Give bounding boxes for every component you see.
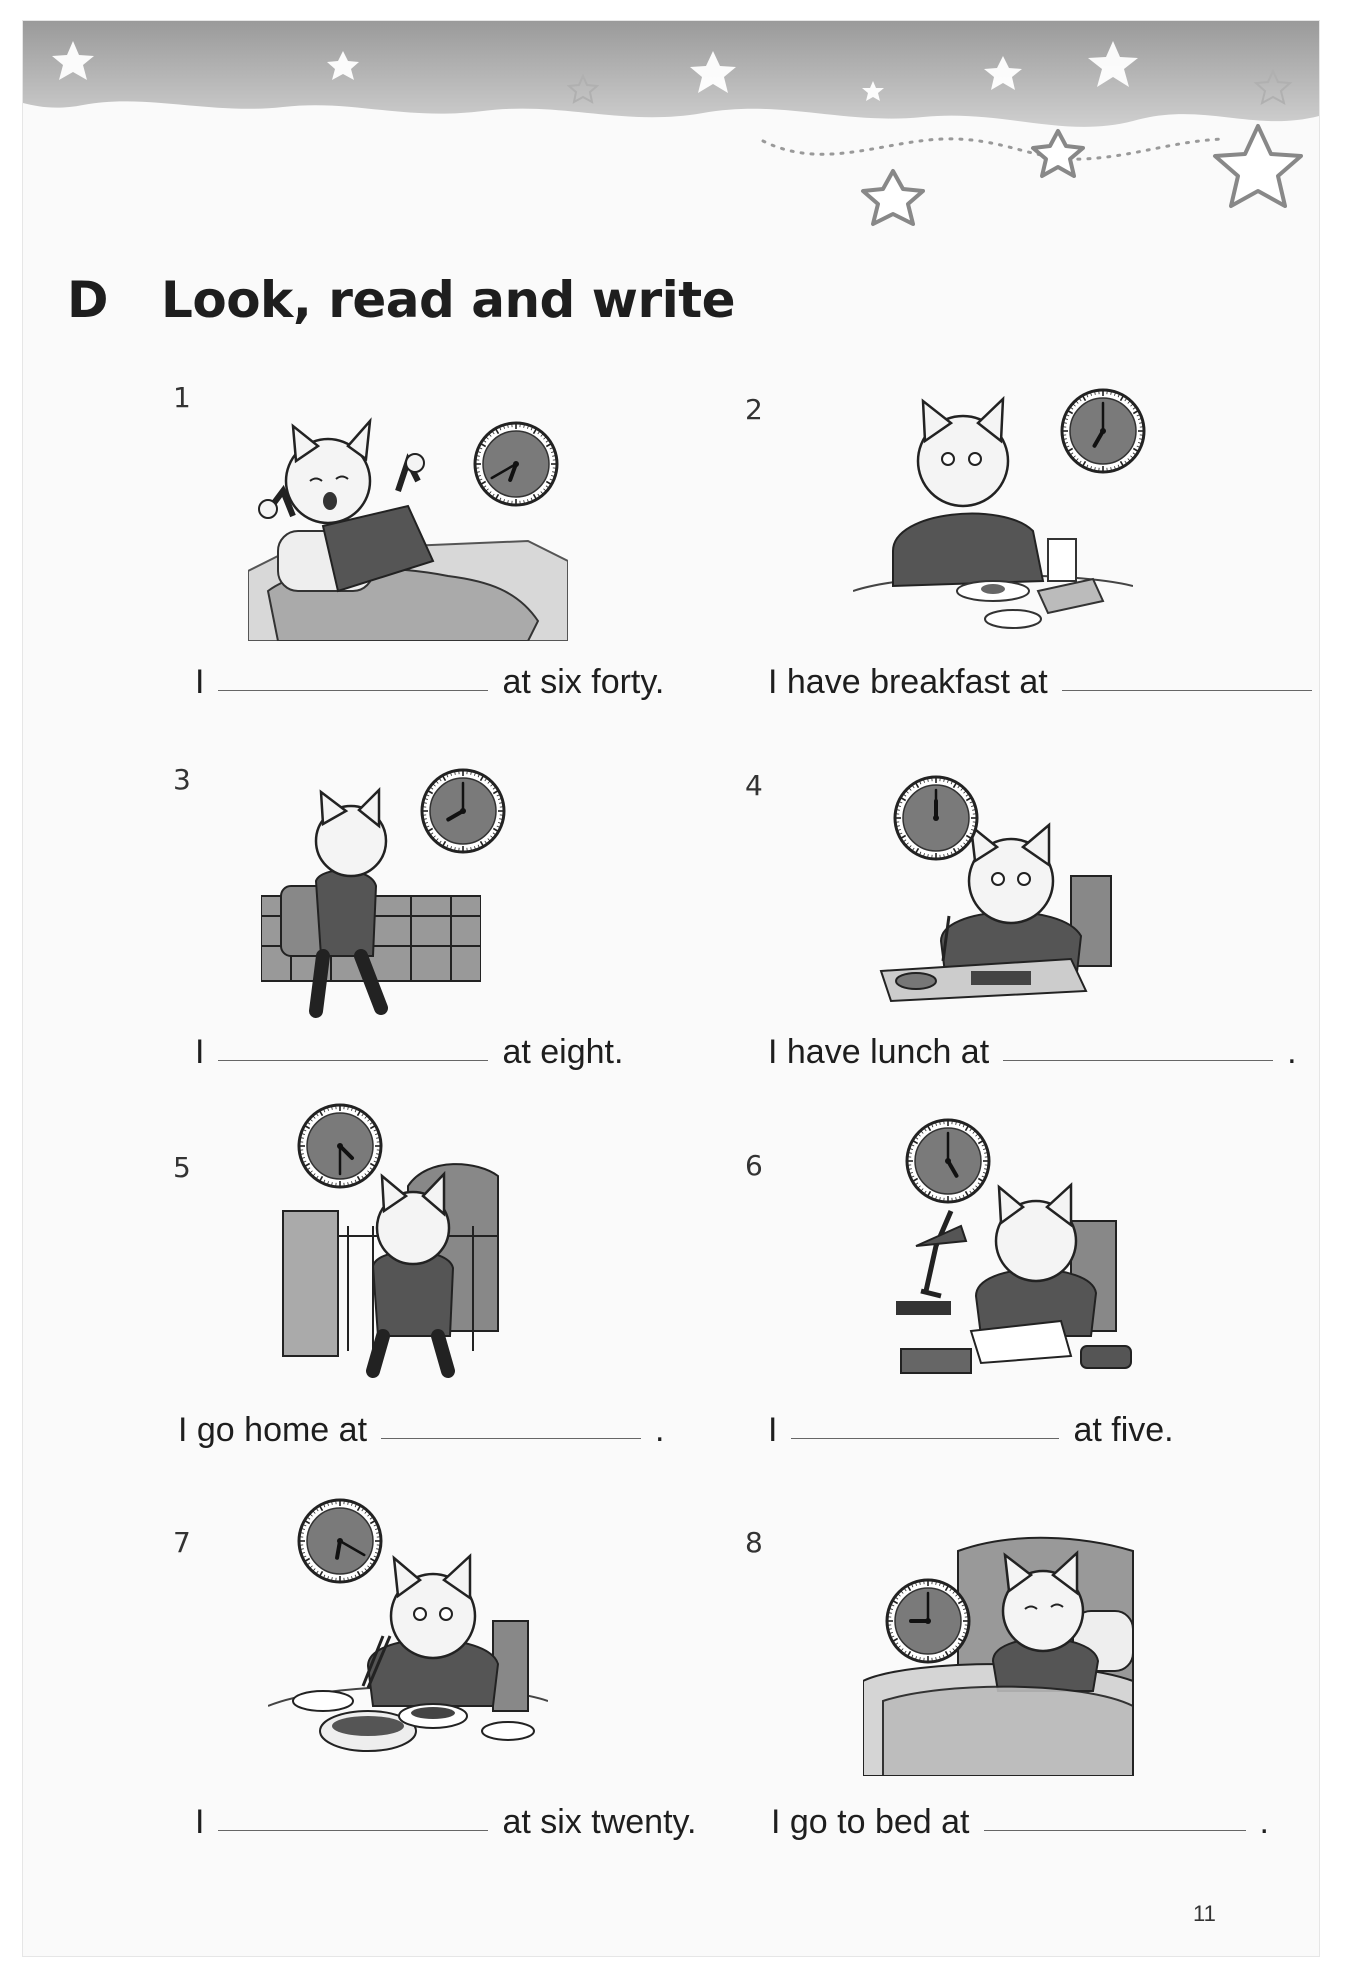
item-7-text-after: at six twenty. [502,1803,697,1841]
item-5-text-after: . [655,1411,665,1449]
item-7-text-before: I [195,1803,205,1841]
item-6-text-before: I [768,1411,778,1449]
page-number: 11 [1193,1901,1216,1926]
star-banner-decoration [23,21,1319,241]
item-7-sentence [195,1803,696,1842]
clock-icon [295,1496,385,1586]
item-1-answer-blank[interactable] [218,689,488,691]
item-5-answer-blank[interactable] [381,1437,641,1439]
item-4-answer-blank[interactable] [1003,1059,1273,1061]
item-3-text-before: I [195,1033,205,1071]
clock-icon [891,773,981,863]
item-3-sentence [195,1033,623,1072]
item-3-answer-blank[interactable] [218,1059,488,1061]
item-2-answer-blank[interactable] [1062,689,1312,691]
item-8-text-before: I go to bed at [771,1803,970,1841]
item-5-text-before: I go home at [178,1411,368,1449]
item-4-text-after: . [1287,1033,1297,1071]
item-8-sentence [771,1803,1269,1842]
item-6-text-after: at five. [1073,1411,1174,1449]
item-1-sentence [195,663,664,702]
item-2-number: 2 [745,393,763,426]
section-letter: D [67,271,109,329]
item-5-number: 5 [173,1151,191,1184]
item-1-text-before: I [195,663,205,701]
item-8-number: 8 [745,1526,763,1559]
clock-icon [1058,386,1148,476]
clock-icon [471,419,561,509]
clock-icon [883,1576,973,1666]
item-2-text-before: I have breakfast at [768,663,1048,701]
clock-icon [903,1116,993,1206]
item-4-sentence [768,1033,1297,1072]
item-1-text-after: at six forty. [502,663,665,701]
item-5-sentence [178,1411,664,1450]
item-8-text-after: . [1259,1803,1269,1841]
workbook-page [22,20,1320,1957]
clock-icon [418,766,508,856]
item-7-number: 7 [173,1526,191,1559]
item-8-answer-blank[interactable] [984,1829,1246,1831]
item-6-number: 6 [745,1149,763,1182]
item-3-text-after: at eight. [502,1033,624,1071]
item-7-answer-blank[interactable] [218,1829,488,1831]
item-2-sentence [768,663,1320,702]
item-4-number: 4 [745,769,763,802]
item-3-number: 3 [173,763,191,796]
item-1-number: 1 [173,381,191,414]
item-4-text-before: I have lunch at [768,1033,990,1071]
section-title: Look, read and write [161,271,736,329]
item-6-answer-blank[interactable] [791,1437,1059,1439]
clock-icon [295,1101,385,1191]
item-6-sentence [768,1411,1174,1450]
